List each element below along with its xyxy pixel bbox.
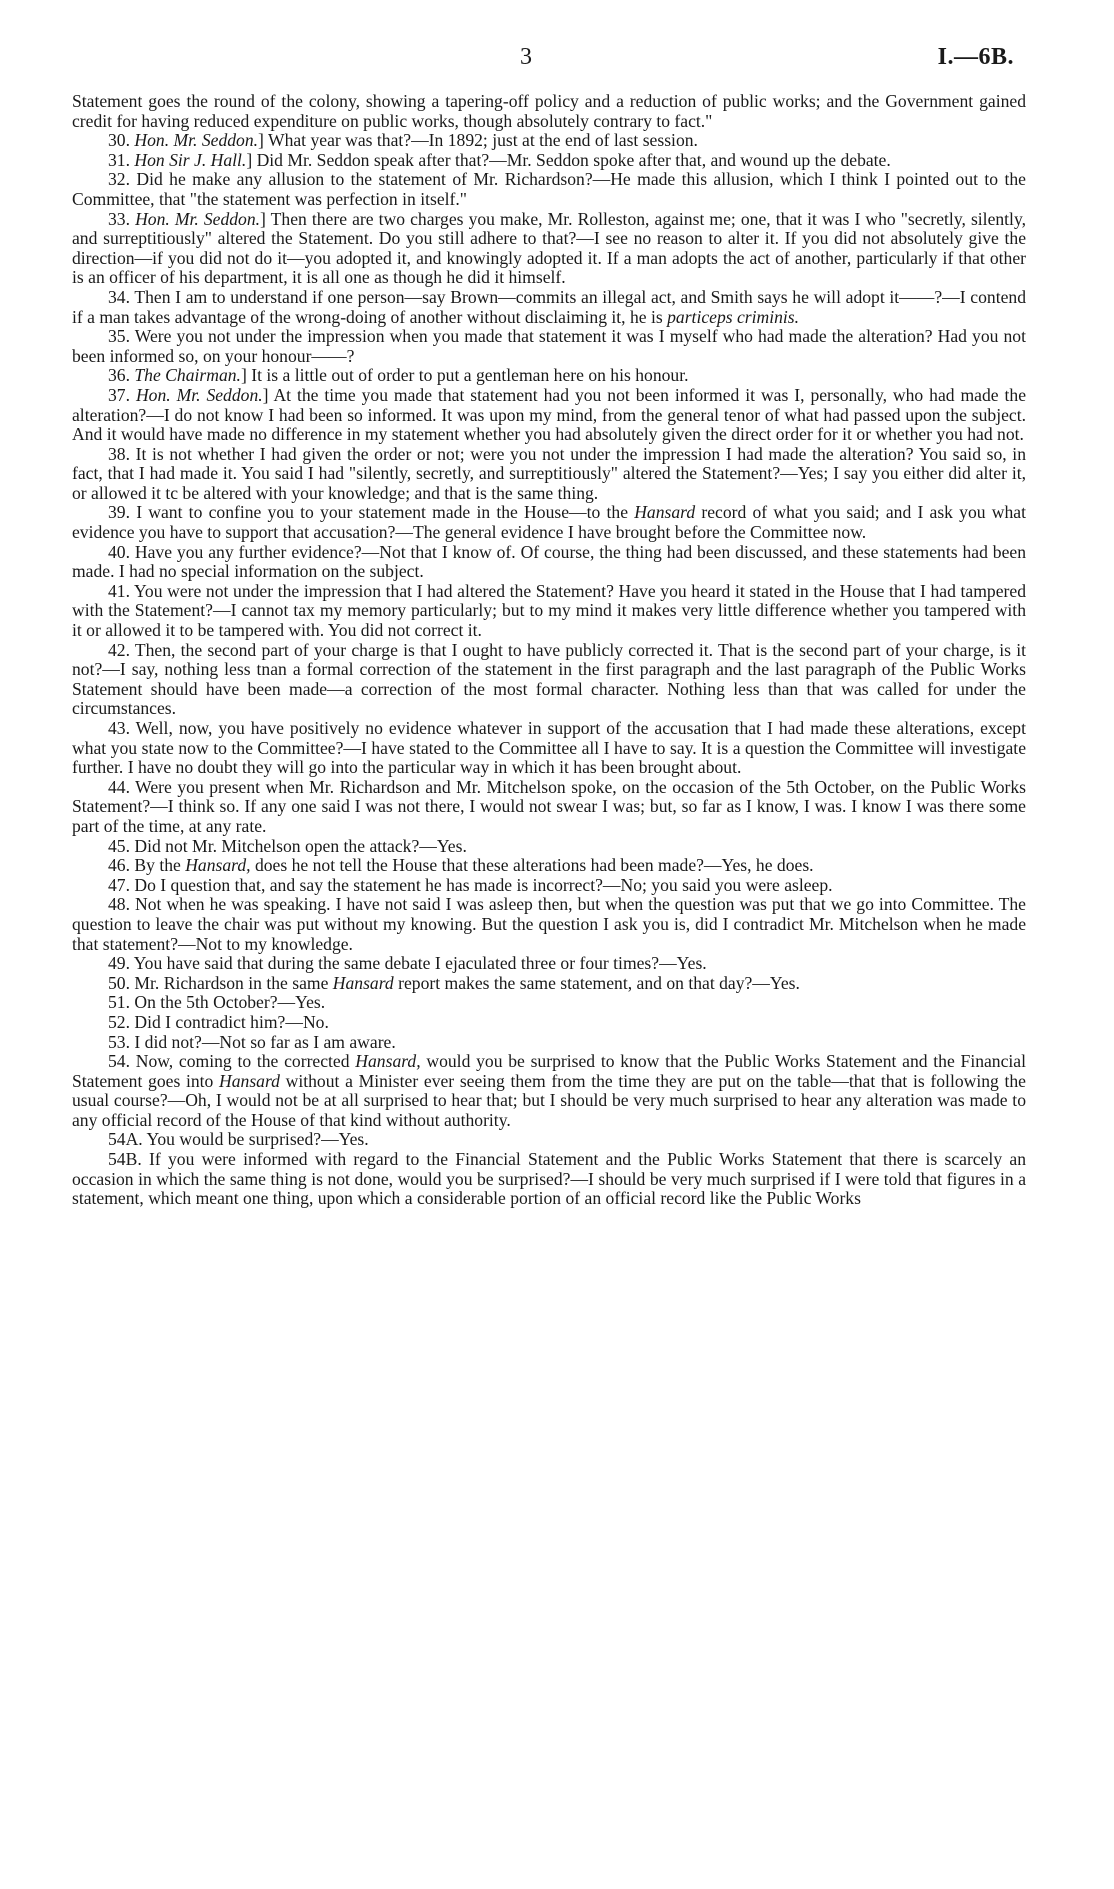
question-paragraph <box>72 210 1026 288</box>
text-segment: 49. You have said that during the same debate I ejaculated three or four times?—Yes. <box>108 953 707 974</box>
question-paragraph <box>72 445 1026 504</box>
text-segment: 46. By the <box>108 855 186 876</box>
text-segment: 40. Have you any further evidence?—Not that I know of. Of course, the thing had been discussed, and these statements had been made. I had no special information on the subject. <box>72 541 1026 582</box>
text-segment: 45. Did not Mr. Mitchelson open the attack?—Yes. <box>108 835 467 856</box>
question-paragraph <box>72 993 1026 1013</box>
text-segment: 39. I want to confine you to your statement made in the House—to the <box>108 502 635 523</box>
italic-text: The Chairman. <box>134 365 241 386</box>
text-segment: 48. Not when he was speaking. I have not said I was asleep then, but when the question was put that we go into Committee. The question to leave the chair was put without my knowing. But the question I ask you is, did I contradict Mr. Mitchelson when he made that statement?—Not to my knowledge. <box>72 894 1026 954</box>
question-paragraph <box>72 366 1026 386</box>
question-paragraph <box>72 954 1026 974</box>
text-segment: 38. It is not whether I had given the order or not; were you not under the impression I had made the alteration? You said so, in fact, that I had made it. You said I had "silently, secretly, and surreptitiously" altered the Statement?—Yes; I say you either did alter it, or allowed it tc be altered with your knowledge; and that is the same thing. <box>72 443 1026 503</box>
question-paragraph <box>72 170 1026 209</box>
italic-text: Hansard, <box>355 1051 421 1072</box>
page-number: 3 <box>520 44 532 70</box>
text-segment: without a Minister ever seeing them from the time they are put on the table—that that is following the usual course?—Oh, I would not be at all surprised to hear that; but I should be very much surprised to hear any alteration was made to any official record of the House of that kind without authority. <box>72 1070 1026 1130</box>
body-text <box>72 92 1026 1209</box>
question-paragraph <box>72 582 1026 641</box>
text-segment: would you be surprised to know that the Public Works Statement and the Financial Statement goes into <box>72 1051 1027 1091</box>
italic-text: Hon. Mr. Seddon. <box>134 130 259 151</box>
text-segment: ] At the time you made that statement had you not been informed it was I, personally, who had made the alteration?—I do not know I had been so informed. It was upon my mind, from the general tenor of what had passed upon the subject. And it would have made no difference in my statement whether you had absolutely given the direct order for it or whether you had not. <box>72 384 1027 445</box>
question-paragraph <box>72 778 1026 837</box>
question-paragraph <box>72 288 1026 327</box>
text-segment: 35. Were you not under the impression when you made that statement it was I myself who had made the alteration? Had you not been informed so, on your honour——? <box>72 326 1026 366</box>
text-segment: 37. <box>108 384 136 405</box>
text-segment: 47. Do I question that, and say the statement he has made is incorrect?—No; you said you were asleep. <box>108 874 833 895</box>
question-paragraph <box>72 974 1026 994</box>
question-paragraph <box>72 856 1026 876</box>
text-segment: 31. <box>108 149 135 170</box>
question-paragraph <box>72 327 1026 366</box>
text-segment: 53. I did not?—Not so far as I am aware. <box>108 1031 396 1052</box>
continued-paragraph <box>72 92 1026 131</box>
question-paragraph <box>72 131 1026 151</box>
question-paragraph <box>72 895 1026 954</box>
document-reference: I.—6B. <box>937 44 1014 70</box>
question-paragraph <box>72 386 1026 445</box>
text-segment: 33. <box>108 208 136 229</box>
question-paragraph <box>72 543 1026 582</box>
text-segment: 34. Then I am to understand if one person—say Brown—commits an illegal act, and Smith says he will adopt it——?—I contend if a man takes advantage of the wrong-doing of another without disclaiming it, he is <box>72 286 1026 327</box>
text-segment: 36. <box>108 365 135 386</box>
question-paragraph <box>72 1033 1026 1053</box>
text-segment: ] Then there are two charges you make, Mr. Rolleston, against me; one, that it was I who "secretly, silently, and surreptitiously" altered the Statement. Do you still adhere to that?—I see no reason to alter it. If you did not absolutely give the direction—if you did not do it—you adopted it, and knowingly adopted it. If a man adopts the act of another, particularly if that other is an officer of his department, it is all one as though he did it himself. <box>72 208 1027 288</box>
text-segment: record of what you said; and I ask you what evidence you have to support that accusation?—The general evidence I have brought before the Committee now. <box>72 502 1026 543</box>
text-segment: 44. Were you present when Mr. Richardson and Mr. Mitchelson spoke, on the occasion of the 5th October, on the Public Works Statement?—I think so. If any one said I was not there, I would not swear I was; but, so far as I know, I was. I know I was there some part of the time, at any rate. <box>72 776 1026 836</box>
question-paragraph <box>72 1130 1026 1150</box>
text-segment: ] Did Mr. Seddon speak after that?—Mr. Seddon spoke after that, and wound up the debate. <box>246 149 891 170</box>
question-paragraph <box>72 151 1026 171</box>
italic-text: Hon Sir J. Hall. <box>134 149 247 170</box>
question-paragraph <box>72 719 1026 778</box>
text-segment: 42. Then, the second part of your charge is that I ought to have publicly corrected it. That is the second part of your charge, is it not?—I say, nothing less tnan a formal correction of the statement in the first paragraph and the last paragraph of the Public Works Statement should have been made—a correction of the most formal character. Nothing less than that was called for under the circumstances. <box>72 639 1026 719</box>
text-segment: 50. Mr. Richardson in the same <box>108 972 333 993</box>
text-segment: 43. Well, now, you have positively no evidence whatever in support of the accusation that I had made these alterations, except what you state now to the Committee?—I have stated to the Committee all I have to say. It is a question the Committee will investigate further. I have no doubt they will go into the particular way in which it has been brought about. <box>72 718 1026 778</box>
question-paragraph <box>72 1150 1026 1209</box>
text-segment: 32. Did he make any allusion to the statement of Mr. Richardson?—He made this allusion, which I think I pointed out to the Committee, that "the statement was perfection in itself." <box>72 169 1026 209</box>
text-segment: 54B. If you were informed with regard to the Financial Statement and the Public Works Statement that there is scarcely an occasion in which the same thing is not done, would you be surprised?—I should be very much surprised if I were told that figures in a statement, which meant one thing, upon which a considerable portion of an official record like the Public Works <box>72 1149 1026 1209</box>
text-segment: 41. You were not under the impression that I had altered the Statement? Have you heard it stated in the House that I had tampered with the Statement?—I cannot tax my memory particularly; but to my mind it makes very little difference whether you tampered with it or allowed it to be tampered with. You did not correct it. <box>72 580 1026 641</box>
text-segment: does he not tell the House that these alterations had been made?—Yes, he does. <box>250 855 814 876</box>
text-segment: report makes the same statement, and on that day?—Yes. <box>393 972 800 993</box>
text-segment: ] It is a little out of order to put a gentleman here on his honour. <box>240 365 689 386</box>
text-segment: 30. <box>108 130 135 151</box>
italic-text: Hon. Mr. Seddon. <box>135 384 263 405</box>
text-segment: 54A. You would be surprised?—Yes. <box>108 1129 369 1150</box>
question-paragraph <box>72 503 1026 542</box>
question-paragraph <box>72 1013 1026 1033</box>
question-paragraph <box>72 876 1026 896</box>
italic-text: Hon. Mr. Seddon. <box>135 208 261 229</box>
text-segment: 51. On the 5th October?—Yes. <box>108 992 326 1013</box>
text-segment: 54. Now, coming to the corrected <box>108 1051 356 1072</box>
italic-text: Hansard <box>219 1070 280 1091</box>
question-paragraph <box>72 837 1026 857</box>
text-segment: 52. Did I contradict him?—No. <box>108 1011 329 1032</box>
question-paragraph <box>72 641 1026 719</box>
italic-text: Hansard, <box>185 855 251 876</box>
question-paragraph <box>72 1052 1026 1130</box>
italic-text: Hansard <box>634 502 696 523</box>
text-segment: Statement goes the round of the colony, showing a tapering-off policy and a reduction of public works; and the Government gained credit for having reduced expenditure on public works, though absolutely contrary to fact." <box>72 91 1026 131</box>
text-segment: ] What year was that?—In 1892; just at the end of last session. <box>258 130 698 151</box>
italic-text: Hansard <box>332 972 394 993</box>
italic-text: particeps criminis. <box>667 306 800 327</box>
